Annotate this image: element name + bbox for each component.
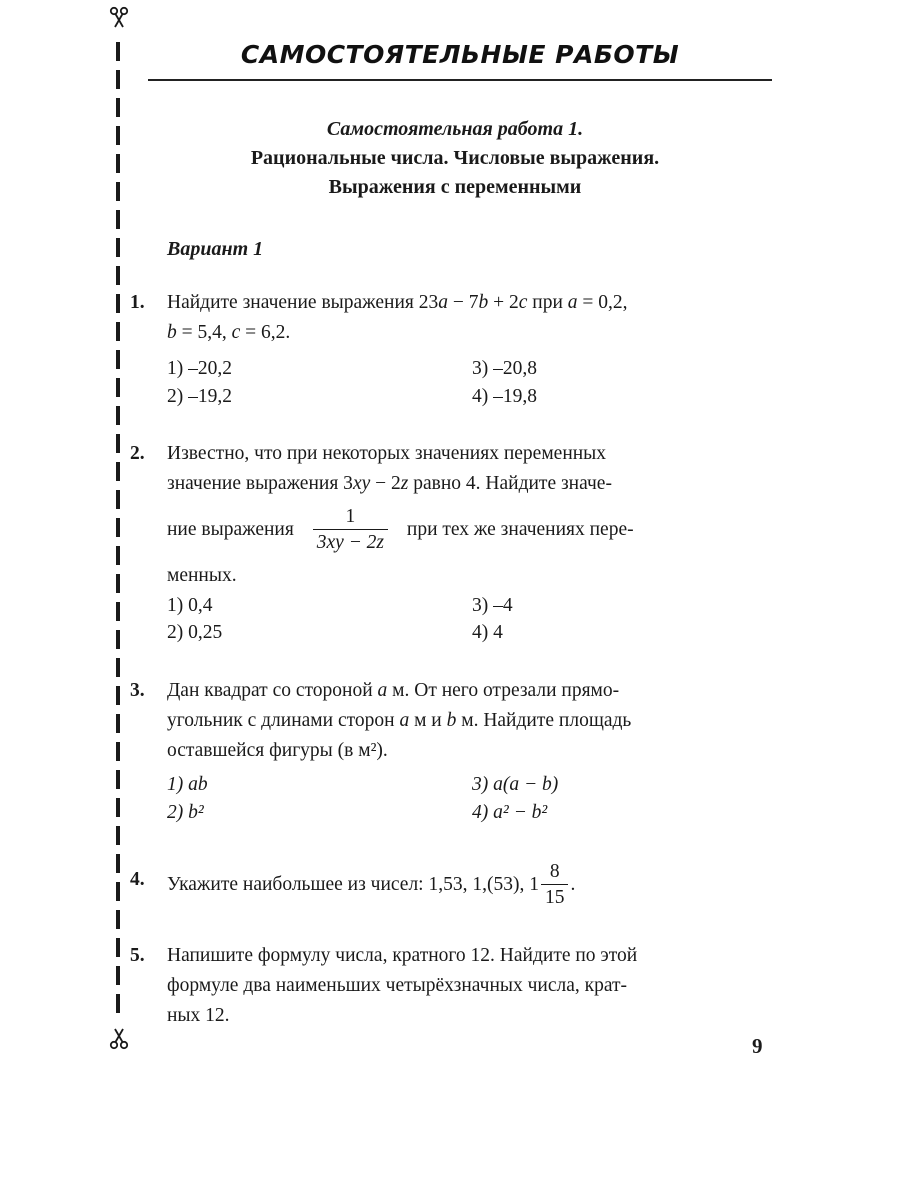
task-3 (130, 676, 770, 823)
header-divider (148, 79, 772, 81)
page-number: 9 (752, 1034, 763, 1058)
cut-dash (116, 238, 120, 257)
option-3[interactable]: 3) –4 (472, 595, 513, 616)
task-number: 4. (130, 869, 145, 890)
option-2[interactable]: 2) 0,25 (167, 622, 223, 643)
task-1 (130, 288, 770, 407)
work-title-line1: Рациональные числа. Числовые выражения. (250, 147, 660, 169)
task-text: Известно, что при некоторых значениях переменных значение выражения 3xy − 2z равно 4. Найдите значе- ние выражения $\frac{1}{3xy - 2z}$ при тех же значениях пере- менных. (167, 443, 634, 586)
work-heading (160, 115, 750, 202)
scissors-icon (108, 6, 130, 28)
cut-dash (116, 882, 120, 901)
cut-dash (116, 210, 120, 229)
cut-dash (116, 322, 120, 341)
task-4 (130, 860, 770, 916)
cut-dash (116, 294, 120, 313)
cut-dash (116, 966, 120, 985)
cut-dash (116, 770, 120, 789)
cut-dash (116, 434, 120, 453)
cut-dash (116, 910, 120, 929)
task-text: Дан квадрат со стороной a м. От него отрезали прямо- угольник с длинами сторон a м и b м. Найдите площадь оставшейся фигуры (в м²). (167, 680, 632, 761)
task-text: Укажите наибольшее из чисел: 1,53, 1,(53), 1 $\frac{8}{15}$ . (167, 860, 770, 916)
work-number: Самостоятельная работа 1. (326, 118, 584, 140)
task-number: 1. (130, 292, 145, 313)
section-title: САМОСТОЯТЕЛЬНЫЕ РАБОТЫ (240, 40, 680, 69)
cut-dash (116, 182, 120, 201)
cut-dash (116, 378, 120, 397)
cut-dash (116, 462, 120, 481)
variant-label: Вариант 1 (167, 238, 264, 260)
cut-dash (116, 994, 120, 1013)
option-2[interactable]: 2) –19,2 (167, 386, 232, 407)
cut-dash (116, 938, 120, 957)
cut-dash (116, 42, 120, 61)
cut-dash (116, 630, 120, 649)
task-number: 2. (130, 443, 145, 464)
cut-dash (116, 574, 120, 593)
fraction: $\frac{1}{3xy - 2z}$ (313, 505, 388, 556)
cut-dash (116, 154, 120, 173)
task-5 (130, 941, 770, 1031)
cut-dash (116, 266, 120, 285)
work-title-line2: Выражения с переменными (328, 176, 582, 198)
cut-dash (116, 854, 120, 873)
option-4[interactable]: 4) a² − b² (472, 802, 548, 823)
section-header (148, 40, 772, 84)
task-number: 5. (130, 945, 145, 966)
option-1[interactable]: 1) –20,2 (167, 358, 232, 379)
cut-dash (116, 742, 120, 761)
option-3[interactable]: 3) –20,8 (472, 358, 537, 379)
cut-dash (116, 350, 120, 369)
cut-dash (116, 686, 120, 705)
cut-dash (116, 602, 120, 621)
cut-dash (116, 518, 120, 537)
task-text: Найдите значение выражения 23a − 7b + 2c при a = 0,2, b = 5,4, c = 6,2. (167, 292, 628, 343)
option-4[interactable]: 4) 4 (472, 622, 503, 643)
task-text: Напишите формулу числа, кратного 12. Найдите по этой формуле два наименьших четырёхзначных числа, крат- ных 12. (167, 945, 638, 1026)
cut-dash (116, 406, 120, 425)
option-2[interactable]: 2) b² (167, 802, 204, 823)
cut-dash (116, 546, 120, 565)
cut-dash (116, 658, 120, 677)
cut-dash (116, 490, 120, 509)
cut-dash (116, 798, 120, 817)
fraction: $\frac{8}{15}$ (541, 860, 569, 911)
task-number: 3. (130, 680, 145, 701)
scissors-icon (108, 1028, 130, 1050)
task-2 (130, 439, 770, 643)
cut-line (108, 28, 128, 1188)
option-3[interactable]: 3) a(a − b) (472, 774, 559, 795)
cut-dash (116, 826, 120, 845)
cut-dash (116, 126, 120, 145)
cut-dash (116, 70, 120, 89)
option-1[interactable]: 1) 0,4 (167, 595, 213, 616)
option-4[interactable]: 4) –19,8 (472, 386, 537, 407)
option-1[interactable]: 1) ab (167, 774, 208, 795)
cut-dash (116, 714, 120, 733)
cut-dash (116, 98, 120, 117)
